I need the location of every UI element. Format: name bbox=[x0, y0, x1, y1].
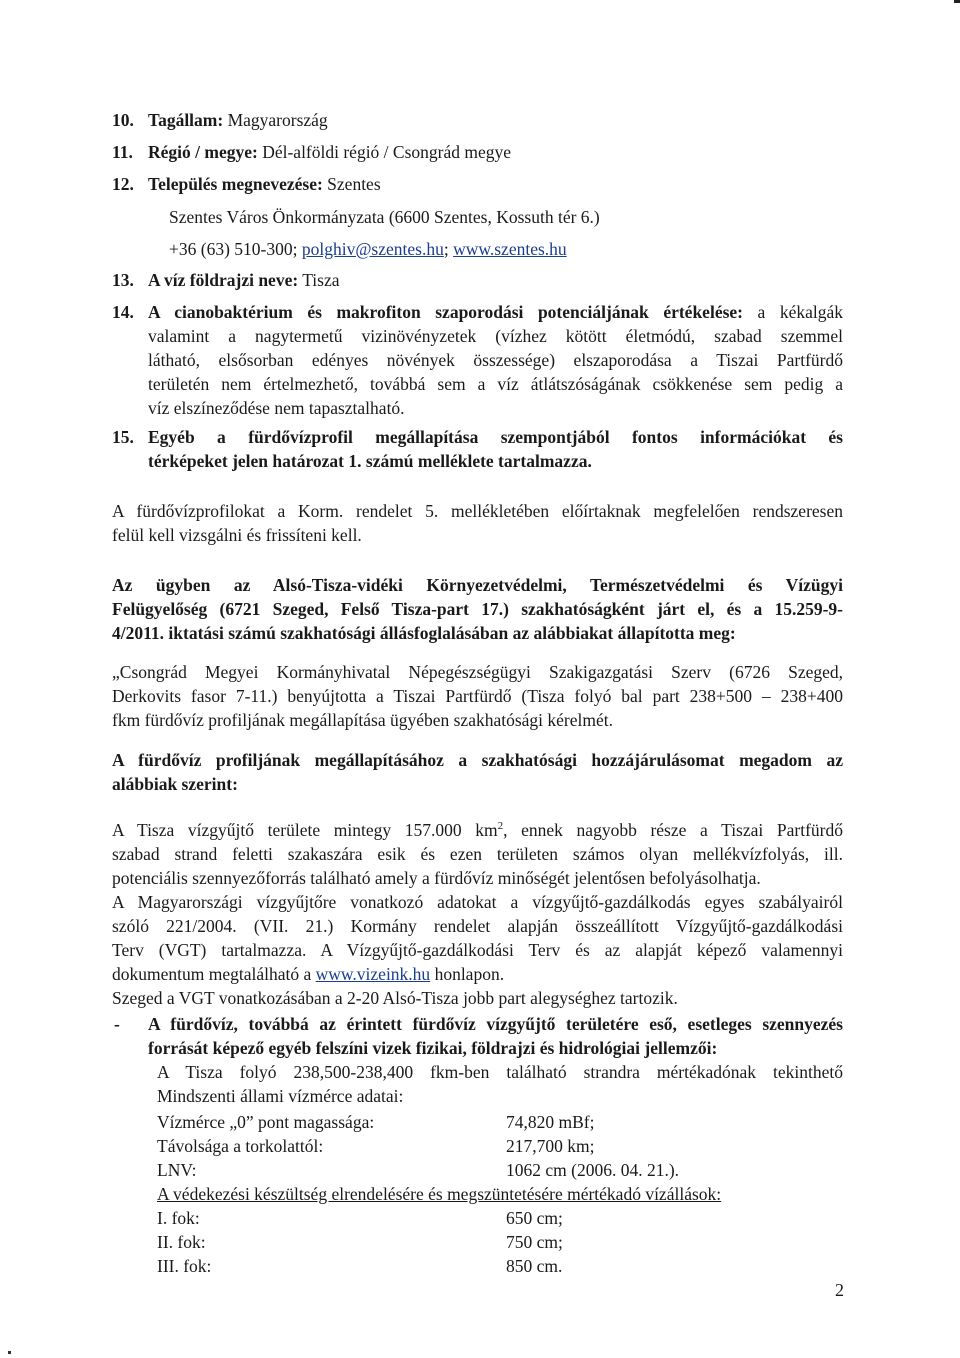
superscript: 2 bbox=[497, 820, 504, 833]
text-segment: , ennek nagyobb része a Tiszai Partfürdő bbox=[503, 820, 843, 840]
level-label-3: III. fok: bbox=[157, 1256, 212, 1276]
website-link[interactable]: www.szentes.hu bbox=[453, 239, 567, 259]
paragraph-3-line-3: fkm fürdővíz profiljának megállapítása ügyében szakhatósági kérelmét. bbox=[112, 710, 613, 730]
level-label-1: I. fok: bbox=[157, 1208, 200, 1228]
gauge-label-distance: Távolsága a torkolattól: bbox=[157, 1136, 324, 1156]
paragraph-5-line-2: szabad strand feletti szakaszára esik és ezen területen számos olyan mellékvízfolyás, ill. bbox=[112, 844, 843, 864]
vizeink-link[interactable]: www.vizeink.hu bbox=[315, 964, 431, 984]
bullet-dash: - bbox=[114, 1014, 120, 1034]
bullet-line-4: Mindszenti állami vízmérce adatai: bbox=[157, 1086, 404, 1106]
item-label: Település megnevezése: bbox=[148, 174, 323, 194]
paragraph-5-line-5: szóló 221/2004. (VII. 21.) Kormány rendelet alapján összeállított Vízgyűjtő-gazdálkodási bbox=[112, 916, 843, 936]
item-13 bbox=[112, 268, 340, 292]
scan-mark bbox=[954, 0, 960, 3]
paragraph-4-line-1: A fürdővíz profiljának megállapításához a szakhatósági hozzájárulásomat megadom az bbox=[112, 750, 843, 770]
text-segment: honlapon. bbox=[430, 964, 505, 984]
paragraph-5-line-4: A Magyarországi vízgyűjtőre vonatkozó adatokat a vízgyűjtő-gazdálkodás egyes szabályairól bbox=[112, 892, 843, 912]
paragraph-5-line-6: Terv (VGT) tartalmazza. A Vízgyűjtő-gazdálkodási Terv és az alapját képező valamennyi bbox=[112, 940, 843, 960]
readiness-heading: A védekezési készültség elrendelésére és megszüntetésére mértékadó vízállások: bbox=[157, 1184, 722, 1204]
paragraph-5-line-1 bbox=[112, 818, 843, 842]
item-number: 15. bbox=[112, 427, 134, 447]
bullet-line-3: A Tisza folyó 238,500-238,400 fkm-ben található strandra mértékadónak tekinthető bbox=[157, 1062, 843, 1082]
phone-number: +36 (63) 510-300; bbox=[169, 239, 302, 259]
contact-line bbox=[169, 237, 567, 261]
text-segment: dokumentum megtalálható a bbox=[112, 964, 316, 984]
gauge-value-lnv: 1062 cm (2006. 04. 21.). bbox=[506, 1160, 680, 1180]
item-value: Dél-alföldi régió / Csongrád megye bbox=[257, 142, 512, 162]
paragraph-5-line-7 bbox=[112, 962, 504, 986]
paragraph-3-line-1: „Csongrád Megyei Kormányhivatal Népegészségügyi Szakigazgatási Szerv (6726 Szeged, bbox=[112, 662, 843, 682]
level-value-2: 750 cm; bbox=[506, 1232, 563, 1252]
paragraph-4-line-2: alábbiak szerint: bbox=[112, 774, 238, 794]
item-number: 14. bbox=[112, 302, 134, 322]
paragraph-1-line-1: A fürdővízprofilokat a Korm. rendelet 5. mellékletében előírtaknak megfelelően rendszeresen bbox=[112, 501, 843, 521]
organization-address: Szentes Város Önkormányzata (6600 Szentes, Kossuth tér 6.) bbox=[169, 207, 600, 227]
item-11 bbox=[112, 140, 511, 164]
paragraph-2-line-3: 4/2011. iktatási számú szakhatósági állásfoglalásában az alábbiakat állapította meg: bbox=[112, 623, 736, 643]
item-number: 12. bbox=[112, 174, 134, 194]
gauge-label-lnv: LNV: bbox=[157, 1160, 197, 1180]
item-12 bbox=[112, 172, 381, 196]
item-text: a kékalgák bbox=[743, 302, 843, 322]
item-14-line-2: valamint a nagytermetű vizinövényzetek (vízhez kötött életmódú, szabad szemmel bbox=[148, 326, 843, 346]
level-value-3: 850 cm. bbox=[506, 1256, 563, 1276]
email-link[interactable]: polghiv@szentes.hu bbox=[301, 239, 444, 259]
item-14-line-5: víz elszíneződése nem tapasztalható. bbox=[148, 398, 405, 418]
item-14-line-1 bbox=[112, 300, 843, 324]
item-label: Tagállam: bbox=[148, 110, 224, 130]
bullet-line-2: forrását képező egyéb felszíni vizek fizikai, földrajzi és hidrológiai jellemzői: bbox=[148, 1038, 718, 1058]
item-label: A cianobaktérium és makrofiton szaporodási potenciáljának értékelése: bbox=[148, 302, 743, 322]
gauge-value-zero-point: 74,820 mBf; bbox=[506, 1112, 595, 1132]
item-number: 11. bbox=[112, 142, 133, 162]
item-text: Egyéb a fürdővízprofil megállapítása szempontjából fontos információkat és bbox=[148, 427, 843, 447]
paragraph-5-line-3: potenciális szennyezőforrás található amely a fürdővíz minőségét jelentősen befolyásolhatja. bbox=[112, 868, 761, 888]
item-label: Régió / megye: bbox=[148, 142, 258, 162]
level-value-1: 650 cm; bbox=[506, 1208, 563, 1228]
paragraph-3-line-2: Derkovits fasor 7-11.) benyújtotta a Tiszai Partfürdő (Tisza folyó bal part 238+500 – 238+400 bbox=[112, 686, 843, 706]
separator: ; bbox=[443, 239, 454, 259]
page-number: 2 bbox=[835, 1280, 844, 1300]
text-segment: A Tisza vízgyűjtő területe mintegy 157.000 km bbox=[112, 820, 498, 840]
item-14-line-3: látható, elsősorban edényes növények összessége) elszaporodása a Tiszai Partfürdő bbox=[148, 350, 843, 370]
item-value: Szentes bbox=[322, 174, 381, 194]
item-number: 10. bbox=[112, 110, 134, 130]
gauge-label-zero-point: Vízmérce „0” pont magassága: bbox=[157, 1112, 375, 1132]
item-label: A víz földrajzi neve: bbox=[148, 270, 299, 290]
item-10 bbox=[112, 108, 328, 132]
gauge-value-distance: 217,700 km; bbox=[506, 1136, 595, 1156]
item-15-line-1 bbox=[112, 425, 843, 449]
item-14-line-4: területén nem értelmezhető, továbbá sem a víz átlátszóságának csökkenése sem pedig a bbox=[148, 374, 843, 394]
bullet-line-1: A fürdővíz, továbbá az érintett fürdővíz vízgyűjtő területére eső, esetleges szennyezés bbox=[148, 1014, 843, 1034]
paragraph-1-line-2: felül kell vizsgálni és frissíteni kell. bbox=[112, 525, 362, 545]
item-value: Tisza bbox=[298, 270, 340, 290]
paragraph-2-line-1: Az ügyben az Alsó-Tisza-vidéki Környezetvédelmi, Természetvédelmi és Vízügyi bbox=[112, 575, 843, 595]
item-value: Magyarország bbox=[223, 110, 328, 130]
scan-mark bbox=[8, 1351, 11, 1354]
paragraph-5-line-8: Szeged a VGT vonatkozásában a 2-20 Alsó-Tisza jobb part alegységhez tartozik. bbox=[112, 988, 678, 1008]
paragraph-2-line-2: Felügyelőség (6721 Szeged, Felső Tisza-part 17.) szakhatóságként járt el, és a 15.259-9- bbox=[112, 599, 843, 619]
item-number: 13. bbox=[112, 270, 134, 290]
item-15-line-2: térképeket jelen határozat 1. számú melléklete tartalmazza. bbox=[148, 451, 592, 471]
level-label-2: II. fok: bbox=[157, 1232, 206, 1252]
